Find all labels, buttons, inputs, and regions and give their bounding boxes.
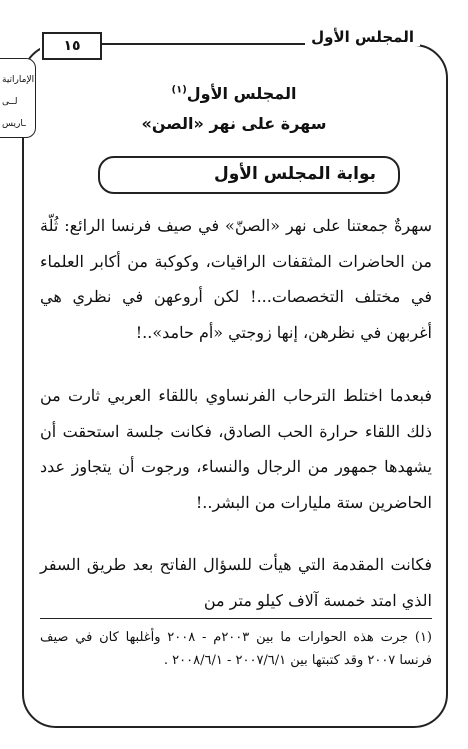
chapter-subtitle: سهرة على نهر «الصن» [141,114,327,133]
section-heading-box [98,156,400,194]
side-tab-line-1: الإماراتية [2,75,35,85]
chapter-title [0,84,468,103]
paragraph-2-text: فبعدما اختلط الترحاب الفرنساوي باللقاء العربي ثارت من ذلك اللقاء حرارة الحب الصادق، فكانت جلسة استحقت أن يشهدها جمهور من الرجال والنساء، ورجوت أن يتجاوز عدد الحاضرين ستة مليارات من البشر..! [40,386,432,512]
side-tab-line-3: ـاريس [2,119,26,129]
page-number-box [42,32,102,60]
side-tab-line-2: لــى [2,97,18,107]
page-number: ١٥ [63,38,81,54]
paragraph-1-text: سهرةٌ جمعتنا على نهر «الصنّ» في صيف فرنسا الرائع: ثُلّة من الحاضرات المثقفات الراقيات، وكوكبة من أكابر العلماء في مختلف التخصصات...! لكن أروعهن في نظري هي أغربهن في نظرهن، إنها زوجتي «أم حامد»..! [40,216,433,342]
body-paragraph-3 [40,547,432,618]
running-title: المجلس الأول [305,28,420,46]
footnote [40,626,432,672]
chapter-title-text: المجلس الأول [186,84,297,103]
section-heading: بوابة المجلس الأول [213,164,376,184]
footnote-text: (١) جرت هذه الحوارات ما بين ٢٠٠٣م - ٢٠٠٨ وأغلبها كان في صيف فرنسا ٢٠٠٧ وقد كتبتها بين ٢٠٠٧/٦/١ - ٢٠٠٨/٦/١ . [40,630,432,668]
body-paragraph-1 [40,208,432,350]
footnote-separator [40,618,432,619]
footnote-marker: (١) [171,84,187,96]
paragraph-3-text: فكانت المقدمة التي هيأت للسؤال الفاتح بعد طريق السفر الذي امتد خمسة آلاف كيلو متر من [40,555,432,610]
body-paragraph-2 [40,378,432,520]
